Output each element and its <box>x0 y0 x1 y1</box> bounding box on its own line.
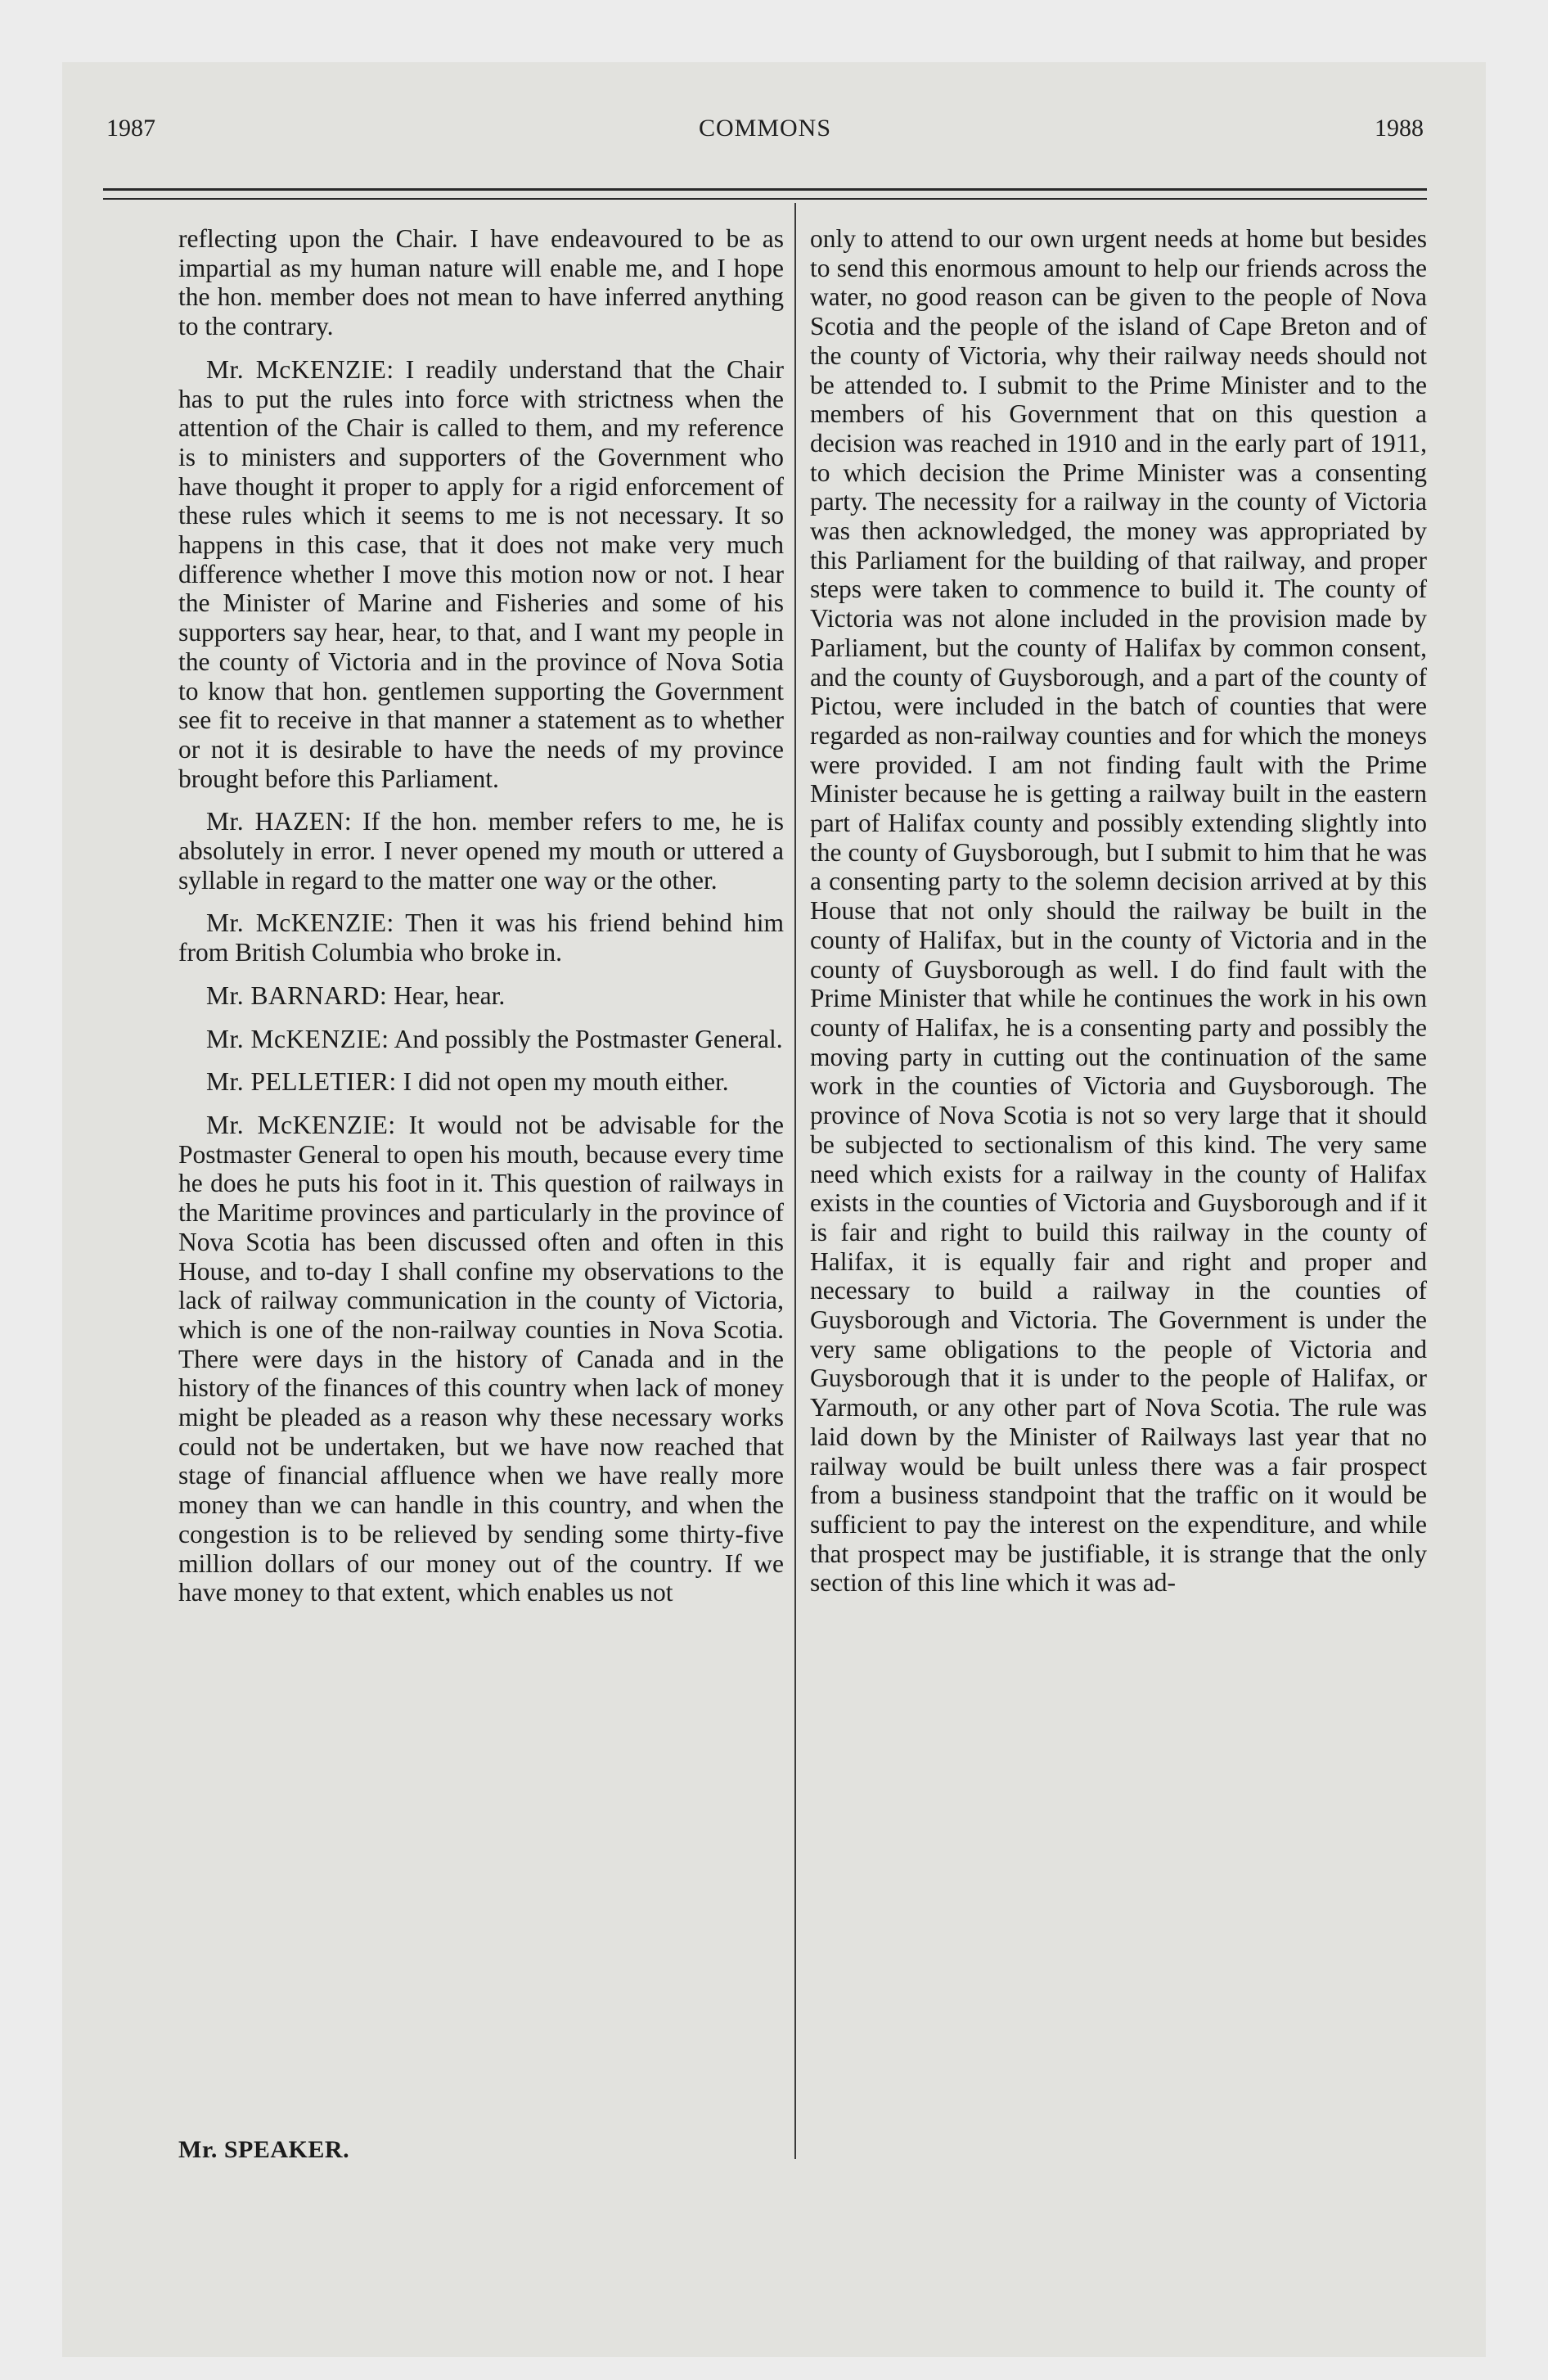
page-number-left: 1987 <box>106 115 155 142</box>
paragraph <box>178 1025 784 1054</box>
speaker-name: Mr. McKENZIE: <box>206 354 394 384</box>
paragraph <box>178 981 784 1011</box>
speech-text: I did not open my mouth either. <box>403 1067 729 1097</box>
page-header <box>106 115 1424 151</box>
speech-text: It would not be advisable for the Postmaster General to open his mouth, because every time he does he puts his foot in it. This question of railways in the Maritime provinces and particularly in the province of Nova Scotia has been discussed often and often in this House, and to-day I shall confine my observations to the lack of railway communication in the county of Victoria, which is one of the non-railway counties in Nova Scotia. There were days in the history of Canada and in the history of the finances of this country when lack of money might be pleaded as a reason why these necessary works could not be undertaken, but we have now reached that stage of financial affluence when we have really more money than we can handle in this country, and when the congestion is to be relieved by sending some thirty-five million dollars of our money out of the country. If we have money to that extent, which enables us not <box>178 1110 784 1607</box>
speech-text: If the hon. member refers to me, he is absolutely in error. I never opened my mouth or uttered a syllable in regard to the matter one way or the other. <box>178 807 784 895</box>
speaker-name: Mr. HAZEN: <box>206 807 353 836</box>
speech-text: I readily understand that the Chair has to put the rules into force with strictness when the attention of the Chair is called to them, and my reference is to ministers and supporters of the Government who have thought it proper to apply for a rigid enforcement of these rules which it seems to me is not necessary. It so happens in this case, that it does not make very much difference whether I move this motion now or not. I hear the Minister of Marine and Fisheries and some of his supporters say hear, hear, to that, and I want my people in the county of Victoria and in the province of Nova Sotia to know that hon. gentlemen supporting the Government see fit to receive in that manner a statement as to whether or not it is desirable to have the needs of my province brought before this Parliament. <box>178 354 784 793</box>
right-column <box>810 224 1427 1611</box>
speaker-name: Mr. McKENZIE: <box>206 908 394 938</box>
header-rule-bottom <box>103 198 1427 200</box>
speech-text: And possibly the Postmaster General. <box>394 1024 783 1053</box>
speaker-name: Mr. PELLETIER: <box>206 1067 397 1097</box>
paragraph <box>178 1111 784 1607</box>
paragraph <box>178 807 784 895</box>
paragraph: only to attend to our own urgent needs at home but besides to send this enormous amount to help our friends across the water, no good reason can be given to the people of Nova Scotia and the people of the island of Cape Breton and of the county of Victoria, why their railway needs should not be attended to. I submit to the Prime Minister and to the members of his Government that on this question a decision was reached in 1910 and in the early part of 1911, to which decision the Prime Minister was a consenting party. The necessity for a railway in the county of Victoria was then acknowledged, the money was appropriated by this Parliament for the building of that railway, and proper steps were taken to commence to build it. The county of Victoria was not alone included in the provision made by Parliament, but the county of Halifax by common consent, and the county of Guysborough, and a part of the county of Pictou, were included in the batch of counties that were regarded as non-railway counties and for which the moneys were provided. I am not finding fault with the Prime Minister because he is getting a railway built in the eastern part of Halifax county and possibly extending slightly into the county of Guysborough, but I submit to him that he was a consenting party to the solemn decision arrived at by this House that not only should the railway be built in the county of Halifax, but in the county of Victoria and in the county of Guysborough as well. I do find fault with the Prime Minister that while he continues the work in his own county of Halifax, he is a consenting party and possibly the moving party in cutting out the continuation of the same work in the counties of Victoria and Guysborough. The province of Nova Scotia is not so very large that it should be subjected to sectionalism of this kind. The very same need which exists for a railway in the county of Halifax exists in the counties of Victoria and Guysborough and if it is fair and right to build this railway in the county of Halifax, it is equally fair and right and proper and necessary to build a railway in the counties of Guysborough and Victoria. The Government is under the very same obligations to the people of Victoria and Guysborough that it is under to the people of Halifax, or Yarmouth, or any other part of Nova Scotia. The rule was laid down by the Minister of Railways last year that no railway would be built unless there was a fair prospect from a business standpoint that the traffic on it would be sufficient to pay the interest on the expenditure, and while that prospect may be justifiable, it is strange that the only section of this line which it was ad- <box>810 224 1427 1598</box>
left-column <box>178 224 784 1621</box>
page-number-right: 1988 <box>1375 115 1424 142</box>
column-divider <box>794 203 796 2159</box>
speaker-name: Mr. McKENZIE: <box>206 1110 396 1139</box>
speech-text: Then it was his friend behind him from British Columbia who broke in. <box>178 908 784 967</box>
speaker-name: Mr. McKENZIE: <box>206 1024 389 1053</box>
paragraph <box>178 1067 784 1097</box>
footer-speaker: Mr. SPEAKER. <box>178 2136 350 2163</box>
paragraph <box>178 355 784 794</box>
running-title: COMMONS <box>698 115 832 142</box>
paragraph <box>178 908 784 967</box>
speaker-name: Mr. BARNARD: <box>206 980 388 1010</box>
header-rule-top <box>103 188 1427 191</box>
speech-text: Hear, hear. <box>394 980 506 1010</box>
paragraph: reflecting upon the Chair. I have endeavoured to be as impartial as my human nature will enable me, and I hope the hon. member does not mean to have inferred anything to the contrary. <box>178 224 784 341</box>
